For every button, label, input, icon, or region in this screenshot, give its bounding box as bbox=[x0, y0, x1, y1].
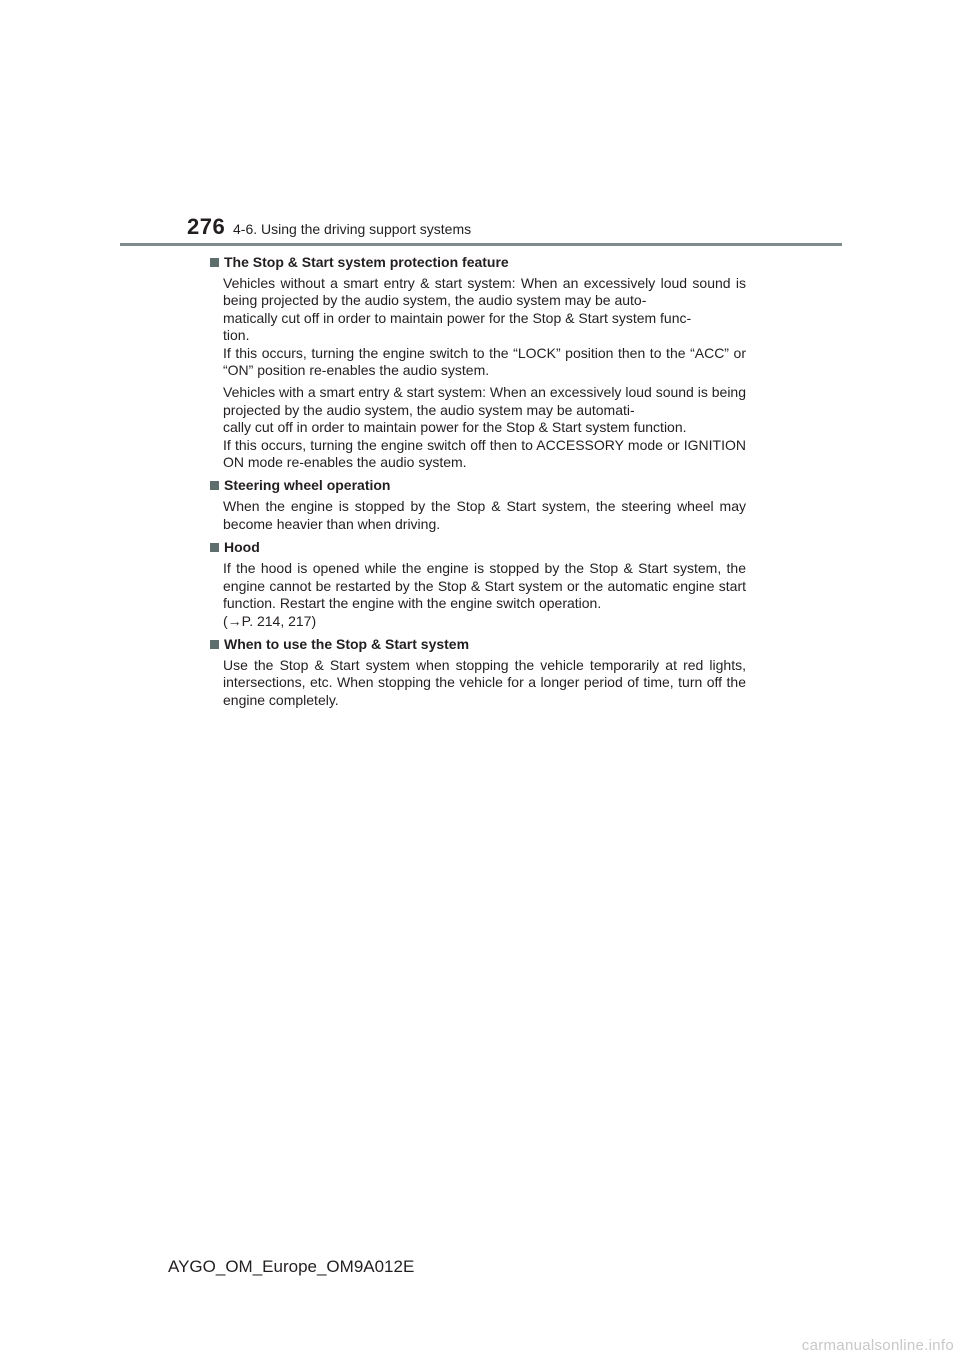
section-heading bbox=[210, 253, 746, 272]
square-bullet-icon bbox=[210, 640, 219, 649]
section-heading-text: The Stop & Start system protection feature bbox=[224, 254, 509, 270]
header-divider bbox=[120, 243, 842, 246]
square-bullet-icon bbox=[210, 543, 219, 552]
paragraph: When the engine is stopped by the Stop & Start system, the steering wheel may become heavier than when driving. bbox=[223, 498, 746, 532]
section-heading-text: When to use the Stop & Start system bbox=[224, 635, 470, 652]
section-protection-feature bbox=[210, 253, 746, 471]
section-heading bbox=[210, 635, 746, 654]
document-id: AYGO_OM_Europe_OM9A012E bbox=[168, 1257, 415, 1276]
paragraph: If the hood is opened while the engine is stopped by the Stop & Start system, the engine cannot be restarted by the Stop & Start system or the automatic engine start function. Restart the engine with the engine switch operation. (→P. 214, 217) bbox=[223, 560, 746, 629]
section-steering-wheel bbox=[210, 476, 746, 533]
page-header bbox=[0, 0, 960, 250]
section-title: 4-6. Using the driving support systems bbox=[233, 221, 472, 237]
paragraph: Use the Stop & Start system when stopping the vehicle temporarily at red lights, intersections, etc. When stopping the vehicle for a longer period of time, turn off the engine completely. bbox=[223, 656, 746, 708]
section-when-to-use bbox=[210, 635, 746, 709]
section-heading-text: Steering wheel operation bbox=[224, 477, 391, 494]
paragraph: Vehicles without a smart entry & start system: When an excessively loud sound is being projected by the audio system, the audio system may be auto- matically cut off in order to maintain power for the Stop & Start system func- tion. If this occurs, turning the engine switch to the “LOCK” position then to the “ACC” or “ON” position re-enables the audio system. bbox=[223, 275, 746, 379]
square-bullet-icon bbox=[210, 481, 219, 490]
paragraph: Vehicles with a smart entry & start system: When an excessively loud sound is being projected by the audio system, the audio system may be automati- cally cut off in order to maintain power for the Stop & Start system function. If this occurs, turning the engine switch off then to ACCESSORY mode or IGNITION ON mode re-enables the audio system. bbox=[223, 384, 746, 471]
square-bullet-icon bbox=[210, 258, 219, 267]
section-heading bbox=[210, 538, 746, 557]
section-heading-text: Hood bbox=[224, 539, 260, 556]
watermark: carmanualsonline.info bbox=[801, 1337, 954, 1354]
section-hood bbox=[210, 538, 746, 630]
page-number: 276 bbox=[187, 214, 226, 239]
main-content bbox=[210, 253, 746, 714]
section-heading bbox=[210, 476, 746, 495]
